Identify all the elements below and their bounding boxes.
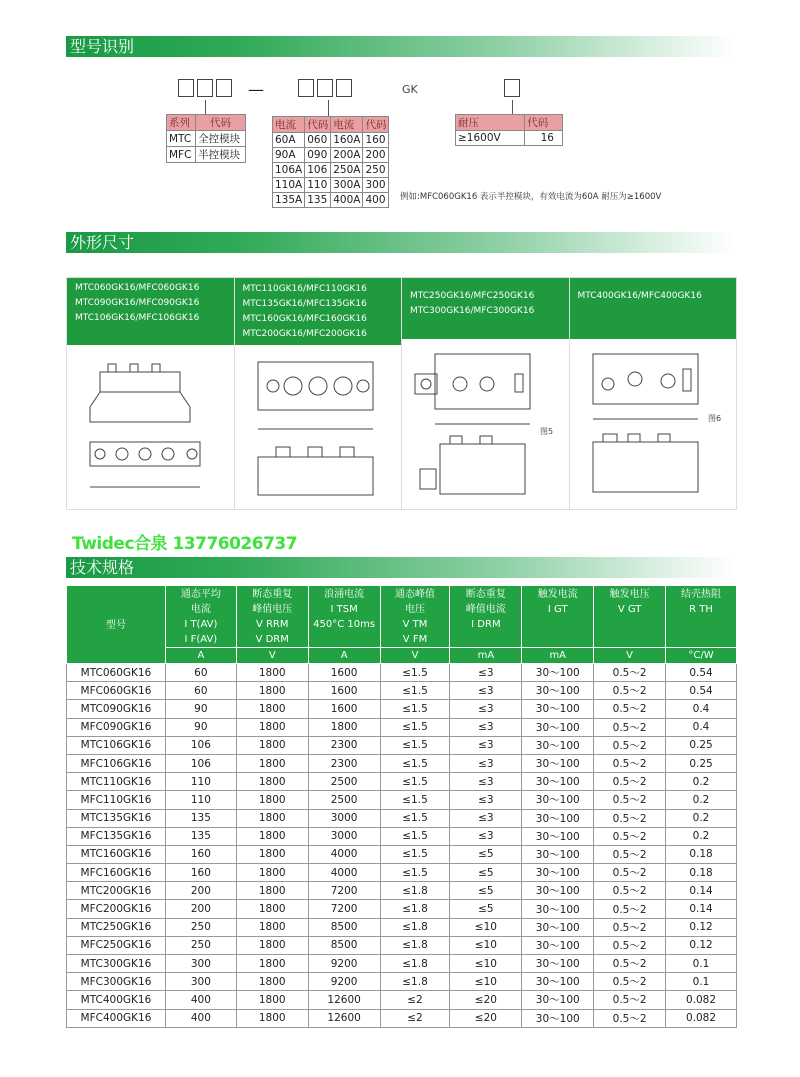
spec-cell: 0.5～2: [594, 1009, 666, 1027]
spec-cell: 0.12: [666, 918, 737, 936]
section-header-dimensions: 外形尺寸: [66, 232, 736, 253]
spec-cell: ≤5: [450, 900, 522, 918]
spec-cell: 0.2: [666, 773, 737, 791]
spec-cell: ≤1.5: [380, 827, 450, 845]
watermark: Twidec合泉 13776026737: [72, 534, 298, 554]
current-table: [272, 116, 389, 208]
spec-cell: 1800: [236, 973, 308, 991]
spec-cell: 0.5～2: [594, 955, 666, 973]
spec-cell: 1800: [236, 718, 308, 736]
spec-cell: 160: [165, 864, 236, 882]
spec-cell: 0.5～2: [594, 900, 666, 918]
dimension-model-label: MTC300GK16/MFC300GK16: [410, 306, 535, 316]
table-row: [67, 736, 737, 754]
current-row: 135A 135 400A 400: [273, 193, 389, 208]
spec-cell: 0.5～2: [594, 718, 666, 736]
spec-cell: 0.2: [666, 827, 737, 845]
dimension-group: [67, 278, 235, 509]
spec-unit: mA: [450, 648, 522, 664]
figure-label: 图5: [540, 427, 554, 436]
spec-cell: ≤5: [450, 882, 522, 900]
spec-cell: ≤1.8: [380, 955, 450, 973]
spec-cell: 0.12: [666, 936, 737, 954]
spec-cell: 9200: [308, 955, 380, 973]
spec-cell: ≤1.5: [380, 664, 450, 682]
spec-cell: ≤3: [450, 700, 522, 718]
spec-cell: ≤3: [450, 664, 522, 682]
spec-cell: MFC110GK16: [67, 791, 166, 809]
dimension-model-label: MTC090GK16/MFC090GK16: [75, 298, 200, 308]
example-note: 例如:MFC060GK16 表示半控模块，有效电流为60A 耐压为≥1600V: [400, 192, 662, 202]
spec-cell: MTC200GK16: [67, 882, 166, 900]
spec-cell: 400: [165, 1009, 236, 1027]
gk-label: GK: [402, 83, 418, 96]
spec-cell: 8500: [308, 918, 380, 936]
spec-cell: 0.4: [666, 718, 737, 736]
spec-cell: 250: [165, 936, 236, 954]
spec-cell: 1800: [236, 791, 308, 809]
table-row: [67, 773, 737, 791]
spec-cell: 30～100: [522, 991, 594, 1009]
spec-unit: °C/W: [666, 648, 737, 664]
spec-cell: 0.5～2: [594, 700, 666, 718]
spec-cell: 0.5～2: [594, 773, 666, 791]
spec-cell: 0.5～2: [594, 682, 666, 700]
spec-cell: ≤1.5: [380, 718, 450, 736]
dimension-group: [235, 278, 403, 509]
spec-cell: 250: [165, 918, 236, 936]
table-row: [67, 791, 737, 809]
current-row: 110A 110 300A 300: [273, 178, 389, 193]
spec-cell: 0.25: [666, 754, 737, 772]
spec-cell: 0.14: [666, 900, 737, 918]
spec-cell: 0.5～2: [594, 791, 666, 809]
spec-cell: MFC135GK16: [67, 827, 166, 845]
spec-cell: 30～100: [522, 773, 594, 791]
spec-cell: 1800: [236, 827, 308, 845]
section-header-model-id: 型号识别: [66, 36, 736, 57]
table-row: [67, 918, 737, 936]
connector-line: [512, 100, 513, 114]
spec-cell: 0.5～2: [594, 754, 666, 772]
figure-label: 图6: [707, 414, 721, 423]
spec-unit: A: [165, 648, 236, 664]
spec-cell: MTC160GK16: [67, 845, 166, 863]
spec-cell: ≤1.8: [380, 918, 450, 936]
dimension-drawing: [235, 345, 402, 509]
spec-cell: 2300: [308, 736, 380, 754]
table-row: [67, 700, 737, 718]
spec-cell: 30～100: [522, 827, 594, 845]
spec-cell: 90: [165, 700, 236, 718]
spec-cell: MFC250GK16: [67, 936, 166, 954]
spec-cell: ≤1.8: [380, 900, 450, 918]
spec-unit: V: [594, 648, 666, 664]
spec-cell: MFC400GK16: [67, 1009, 166, 1027]
spec-cell: 1800: [236, 809, 308, 827]
spec-cell: ≤10: [450, 955, 522, 973]
spec-cell: ≤1.5: [380, 773, 450, 791]
table-row: [67, 718, 737, 736]
spec-cell: ≤1.5: [380, 736, 450, 754]
spec-cell: ≤1.8: [380, 882, 450, 900]
table-row: [67, 936, 737, 954]
spec-cell: 0.5～2: [594, 991, 666, 1009]
spec-cell: ≤1.8: [380, 973, 450, 991]
spec-cell: MTC250GK16: [67, 918, 166, 936]
spec-cell: 300: [165, 955, 236, 973]
voltage-code-box: [504, 79, 523, 102]
spec-cell: 30～100: [522, 882, 594, 900]
spec-cell: 1800: [236, 936, 308, 954]
spec-cell: 2500: [308, 773, 380, 791]
spec-cell: 30～100: [522, 955, 594, 973]
spec-cell: 106: [165, 754, 236, 772]
spec-cell: MTC060GK16: [67, 664, 166, 682]
spec-cell: 106: [165, 736, 236, 754]
spec-cell: MFC106GK16: [67, 754, 166, 772]
spec-header: 通态峰值 电压 V TM V FM: [380, 586, 450, 648]
table-row: [67, 754, 737, 772]
spec-unit: V: [236, 648, 308, 664]
spec-cell: 0.54: [666, 682, 737, 700]
connector-line: [328, 100, 329, 116]
spec-cell: ≤3: [450, 773, 522, 791]
spec-cell: MTC135GK16: [67, 809, 166, 827]
current-row: 106A 106 250A 250: [273, 163, 389, 178]
spec-cell: 135: [165, 827, 236, 845]
spec-cell: 30～100: [522, 736, 594, 754]
spec-cell: ≤1.5: [380, 682, 450, 700]
dimension-model-label: MTC400GK16/MFC400GK16: [577, 291, 702, 301]
spec-cell: 30～100: [522, 973, 594, 991]
dimension-group: [402, 278, 570, 509]
spec-cell: ≤10: [450, 973, 522, 991]
spec-header: 浪涌电流 I TSM 450°C 10ms: [308, 586, 380, 648]
spec-cell: 1800: [236, 754, 308, 772]
table-row: [67, 1009, 737, 1027]
spec-cell: 1800: [236, 736, 308, 754]
table-row: [67, 955, 737, 973]
spec-cell: ≤2: [380, 991, 450, 1009]
dimension-model-label: MTC135GK16/MFC135GK16: [242, 299, 367, 309]
spec-cell: ≤3: [450, 736, 522, 754]
spec-cell: 30～100: [522, 809, 594, 827]
table-row: [67, 882, 737, 900]
current-row: 90A 090 200A 200: [273, 148, 389, 163]
table-row: [67, 845, 737, 863]
spec-cell: 4000: [308, 845, 380, 863]
current-code-boxes: [298, 79, 355, 102]
dimension-model-label: MTC160GK16/MFC160GK16: [242, 314, 367, 324]
dimension-model-label: MTC060GK16/MFC060GK16: [75, 283, 200, 293]
spec-cell: 0.082: [666, 1009, 737, 1027]
spec-cell: 0.5～2: [594, 827, 666, 845]
spec-cell: 3000: [308, 827, 380, 845]
spec-cell: 8500: [308, 936, 380, 954]
section-header-specs: 技术规格: [66, 557, 736, 578]
spec-cell: ≤2: [380, 1009, 450, 1027]
dimension-drawing: [67, 345, 234, 509]
spec-cell: ≤1.8: [380, 936, 450, 954]
spec-cell: ≤3: [450, 718, 522, 736]
spec-cell: 0.5～2: [594, 973, 666, 991]
spec-cell: ≤3: [450, 754, 522, 772]
spec-cell: 1800: [236, 1009, 308, 1027]
spec-cell: 30～100: [522, 864, 594, 882]
spec-cell: 0.18: [666, 864, 737, 882]
spec-cell: 0.5～2: [594, 809, 666, 827]
current-header: 电流: [331, 117, 363, 133]
spec-cell: MFC300GK16: [67, 973, 166, 991]
spec-cell: 2300: [308, 754, 380, 772]
spec-header: 断态重复 峰值电压 V RRM V DRM: [236, 586, 308, 648]
spec-cell: 1800: [236, 682, 308, 700]
spec-cell: 0.5～2: [594, 882, 666, 900]
spec-cell: 60: [165, 682, 236, 700]
spec-cell: 0.4: [666, 700, 737, 718]
code-dash: —: [248, 80, 264, 99]
spec-cell: ≤10: [450, 918, 522, 936]
spec-table: [66, 585, 737, 1028]
spec-cell: 0.5～2: [594, 864, 666, 882]
spec-cell: 30～100: [522, 664, 594, 682]
spec-cell: MFC200GK16: [67, 900, 166, 918]
spec-cell: 30～100: [522, 682, 594, 700]
series-code-boxes: [178, 79, 235, 102]
spec-header: 通态平均 电流 I T(AV) I F(AV): [165, 586, 236, 648]
spec-cell: MTC400GK16: [67, 991, 166, 1009]
spec-cell: 0.18: [666, 845, 737, 863]
spec-cell: 90: [165, 718, 236, 736]
spec-cell: ≤3: [450, 682, 522, 700]
spec-cell: ≤3: [450, 827, 522, 845]
spec-cell: ≤1.5: [380, 864, 450, 882]
spec-cell: 0.082: [666, 991, 737, 1009]
spec-cell: 30～100: [522, 791, 594, 809]
spec-cell: ≤20: [450, 991, 522, 1009]
spec-cell: 1800: [236, 664, 308, 682]
dimension-model-label: MTC250GK16/MFC250GK16: [410, 291, 535, 301]
spec-cell: 0.5～2: [594, 664, 666, 682]
dimension-group: [570, 278, 737, 509]
spec-cell: 12600: [308, 1009, 380, 1027]
dimension-drawing: [570, 339, 737, 509]
spec-cell: 160: [165, 845, 236, 863]
spec-cell: 135: [165, 809, 236, 827]
current-header: 电流: [273, 117, 305, 133]
spec-cell: 30～100: [522, 1009, 594, 1027]
spec-cell: MFC060GK16: [67, 682, 166, 700]
dimension-grid: [66, 277, 737, 510]
spec-cell: 0.25: [666, 736, 737, 754]
dimension-model-label: MTC106GK16/MFC106GK16: [75, 313, 200, 323]
spec-cell: 9200: [308, 973, 380, 991]
table-row: [67, 809, 737, 827]
spec-cell: MTC300GK16: [67, 955, 166, 973]
spec-cell: 7200: [308, 900, 380, 918]
spec-cell: 30～100: [522, 718, 594, 736]
dimension-model-label: MTC200GK16/MFC200GK16: [242, 329, 367, 339]
spec-unit: V: [380, 648, 450, 664]
spec-cell: 200: [165, 900, 236, 918]
dimension-drawing: [402, 339, 569, 509]
spec-cell: 200: [165, 882, 236, 900]
spec-cell: 1800: [236, 991, 308, 1009]
spec-cell: 60: [165, 664, 236, 682]
current-row: 60A 060 160A 160: [273, 133, 389, 148]
spec-cell: 0.1: [666, 955, 737, 973]
spec-cell: 0.5～2: [594, 736, 666, 754]
spec-cell: MTC110GK16: [67, 773, 166, 791]
spec-cell: ≤1.5: [380, 809, 450, 827]
spec-cell: 30～100: [522, 900, 594, 918]
spec-cell: 110: [165, 791, 236, 809]
spec-cell: 1800: [236, 955, 308, 973]
spec-cell: 1800: [236, 773, 308, 791]
spec-cell: 4000: [308, 864, 380, 882]
spec-cell: 0.54: [666, 664, 737, 682]
spec-header: 触发电压 V GT: [594, 586, 666, 648]
spec-header: 断态重复 峰值电流 I DRM: [450, 586, 522, 648]
current-header: 代码: [305, 117, 331, 133]
spec-cell: 12600: [308, 991, 380, 1009]
spec-cell: 30～100: [522, 936, 594, 954]
table-row: [67, 973, 737, 991]
spec-cell: 110: [165, 773, 236, 791]
spec-unit: A: [308, 648, 380, 664]
table-row: [67, 682, 737, 700]
spec-cell: 30～100: [522, 700, 594, 718]
spec-cell: ≤1.5: [380, 700, 450, 718]
spec-cell: 400: [165, 991, 236, 1009]
spec-cell: 1800: [236, 864, 308, 882]
spec-cell: 1600: [308, 700, 380, 718]
spec-cell: 0.5～2: [594, 845, 666, 863]
spec-cell: ≤3: [450, 791, 522, 809]
spec-cell: 1600: [308, 682, 380, 700]
spec-cell: 0.2: [666, 809, 737, 827]
table-row: [67, 664, 737, 682]
spec-cell: 2500: [308, 791, 380, 809]
spec-cell: 300: [165, 973, 236, 991]
spec-unit: mA: [522, 648, 594, 664]
spec-header-model: 型号: [67, 586, 166, 664]
spec-cell: ≤3: [450, 809, 522, 827]
voltage-table: 耐压 代码 ≥1600V 16: [455, 114, 563, 146]
table-row: [67, 827, 737, 845]
spec-cell: 1800: [236, 882, 308, 900]
spec-cell: 1800: [236, 845, 308, 863]
spec-cell: MTC106GK16: [67, 736, 166, 754]
spec-cell: ≤5: [450, 845, 522, 863]
spec-cell: 7200: [308, 882, 380, 900]
spec-cell: ≤1.5: [380, 754, 450, 772]
current-header: 代码: [363, 117, 389, 133]
spec-cell: 1800: [236, 700, 308, 718]
table-row: [67, 991, 737, 1009]
spec-header: 结壳热阻 R TH: [666, 586, 737, 648]
spec-cell: 0.14: [666, 882, 737, 900]
spec-cell: 30～100: [522, 845, 594, 863]
spec-cell: MFC160GK16: [67, 864, 166, 882]
spec-cell: 1800: [308, 718, 380, 736]
spec-cell: ≤5: [450, 864, 522, 882]
spec-cell: 30～100: [522, 754, 594, 772]
spec-cell: 0.5～2: [594, 918, 666, 936]
spec-cell: 1600: [308, 664, 380, 682]
spec-cell: 0.1: [666, 973, 737, 991]
table-row: [67, 864, 737, 882]
spec-cell: MFC090GK16: [67, 718, 166, 736]
dimension-model-label: MTC110GK16/MFC110GK16: [242, 284, 367, 294]
connector-line: [205, 100, 206, 114]
spec-cell: ≤10: [450, 936, 522, 954]
spec-cell: ≤1.5: [380, 791, 450, 809]
spec-cell: ≤20: [450, 1009, 522, 1027]
spec-cell: 1800: [236, 918, 308, 936]
spec-cell: 30～100: [522, 918, 594, 936]
spec-cell: MTC090GK16: [67, 700, 166, 718]
spec-cell: 3000: [308, 809, 380, 827]
spec-cell: 0.5～2: [594, 936, 666, 954]
spec-cell: ≤1.5: [380, 845, 450, 863]
table-row: [67, 900, 737, 918]
spec-cell: 0.2: [666, 791, 737, 809]
series-table: 系列 代码 MTC 全控模块 MFC 半控模块: [166, 114, 246, 163]
spec-cell: 1800: [236, 900, 308, 918]
spec-header: 触发电流 I GT: [522, 586, 594, 648]
